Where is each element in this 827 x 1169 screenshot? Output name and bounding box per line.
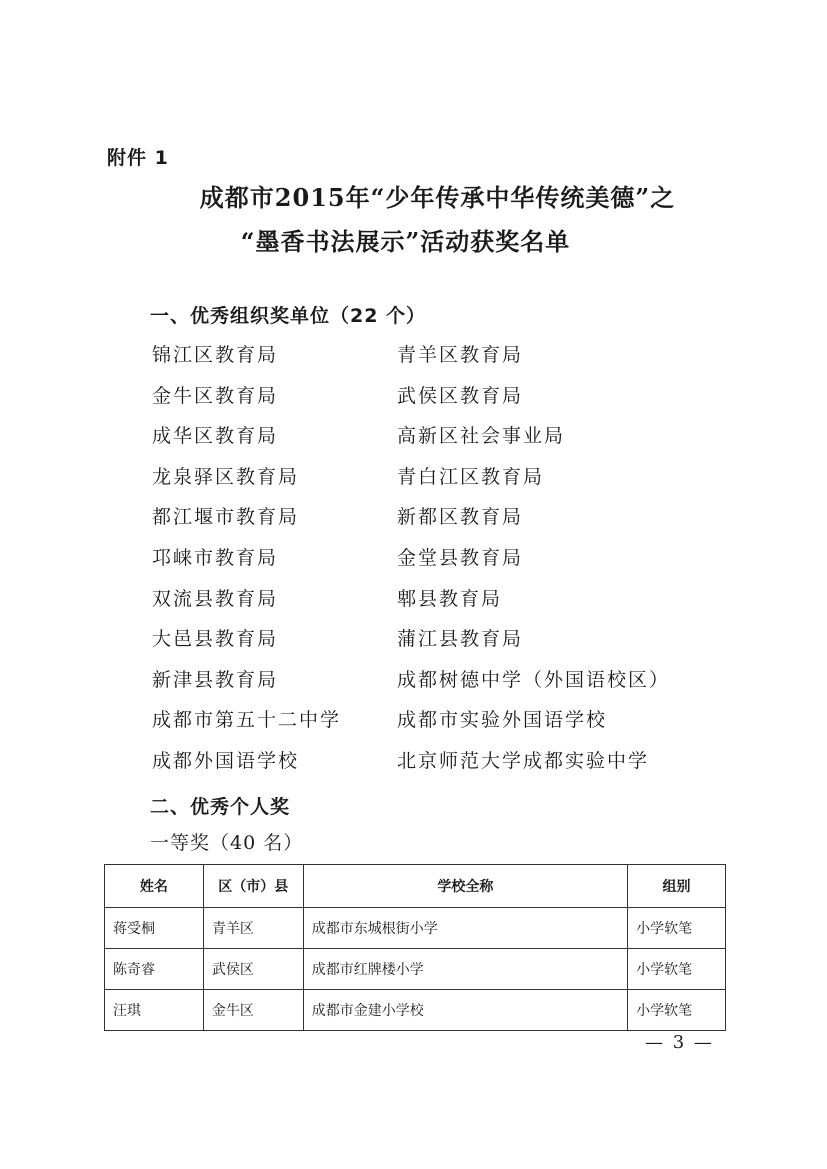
unit-row — [152, 744, 712, 785]
prize-level-heading: 一等奖（40 名） — [150, 832, 304, 854]
unit-name: 成都外国语学校 — [152, 749, 300, 772]
table-row — [105, 949, 726, 990]
unit-name: 北京师范大学成都实验中学 — [397, 749, 650, 772]
cell-name: 陈奇睿 — [105, 949, 204, 990]
unit-name: 锦江区教育局 — [152, 344, 279, 366]
cell-group: 小学软笔 — [628, 908, 726, 949]
organization-award-list — [152, 338, 712, 785]
section-2-heading: 二、优秀个人奖 — [150, 796, 291, 818]
award-table — [104, 864, 726, 1031]
column-header-name: 姓名 — [105, 865, 204, 908]
cell-name: 蒋受桐 — [105, 908, 204, 949]
unit-name: 新都区教育局 — [397, 506, 524, 529]
unit-name: 邛崃市教育局 — [152, 546, 279, 569]
cell-district: 武侯区 — [203, 949, 303, 990]
unit-name: 都江堰市教育局 — [152, 506, 300, 529]
document-title-line-1: 成都市2015年“少年传承中华传统美德”之 — [199, 183, 676, 212]
unit-name: 金堂县教育局 — [397, 546, 524, 569]
unit-name: 双流县教育局 — [152, 587, 279, 610]
unit-row — [152, 460, 712, 501]
unit-name: 大邑县教育局 — [152, 628, 279, 651]
unit-row — [152, 379, 712, 420]
unit-name: 成都市实验外国语学校 — [397, 709, 608, 732]
unit-row — [152, 338, 712, 379]
unit-row — [152, 622, 712, 663]
unit-name: 成都市第五十二中学 — [152, 709, 342, 732]
unit-name: 龙泉驿区教育局 — [152, 465, 300, 488]
cell-district: 金牛区 — [203, 990, 303, 1031]
unit-name: 蒲江县教育局 — [397, 628, 524, 651]
cell-district: 青羊区 — [203, 908, 303, 949]
document-title-line-2: “墨香书法展示”活动获奖名单 — [240, 227, 571, 256]
column-header-district: 区（市）县 — [203, 865, 303, 908]
unit-name: 郫县教育局 — [397, 587, 503, 610]
table-row — [105, 908, 726, 949]
unit-name: 高新区社会事业局 — [397, 425, 566, 448]
unit-name: 武侯区教育局 — [397, 384, 524, 407]
unit-row — [152, 703, 712, 744]
page-number: — 3 — — [645, 1032, 714, 1053]
unit-name: 成华区教育局 — [152, 425, 279, 448]
section-1-heading: 一、优秀组织奖单位（22 个） — [150, 305, 427, 327]
cell-group: 小学软笔 — [628, 990, 726, 1031]
unit-name: 青白江区教育局 — [397, 465, 545, 488]
unit-row — [152, 500, 712, 541]
unit-name: 青羊区教育局 — [397, 344, 524, 366]
cell-school: 成都市东城根街小学 — [303, 908, 627, 949]
unit-row — [152, 582, 712, 623]
unit-row — [152, 663, 712, 704]
attachment-label: 附件 1 — [107, 147, 169, 169]
unit-name: 金牛区教育局 — [152, 384, 279, 407]
unit-row — [152, 419, 712, 460]
column-header-group: 组别 — [628, 865, 726, 908]
unit-name: 成都树德中学（外国语校区） — [397, 668, 671, 691]
table-row — [105, 990, 726, 1031]
unit-name: 新津县教育局 — [152, 668, 279, 691]
cell-group: 小学软笔 — [628, 949, 726, 990]
table-header-row — [105, 865, 726, 908]
unit-row — [152, 541, 712, 582]
cell-name: 汪琪 — [105, 990, 204, 1031]
column-header-school: 学校全称 — [303, 865, 627, 908]
cell-school: 成都市金建小学校 — [303, 990, 627, 1031]
cell-school: 成都市红牌楼小学 — [303, 949, 627, 990]
